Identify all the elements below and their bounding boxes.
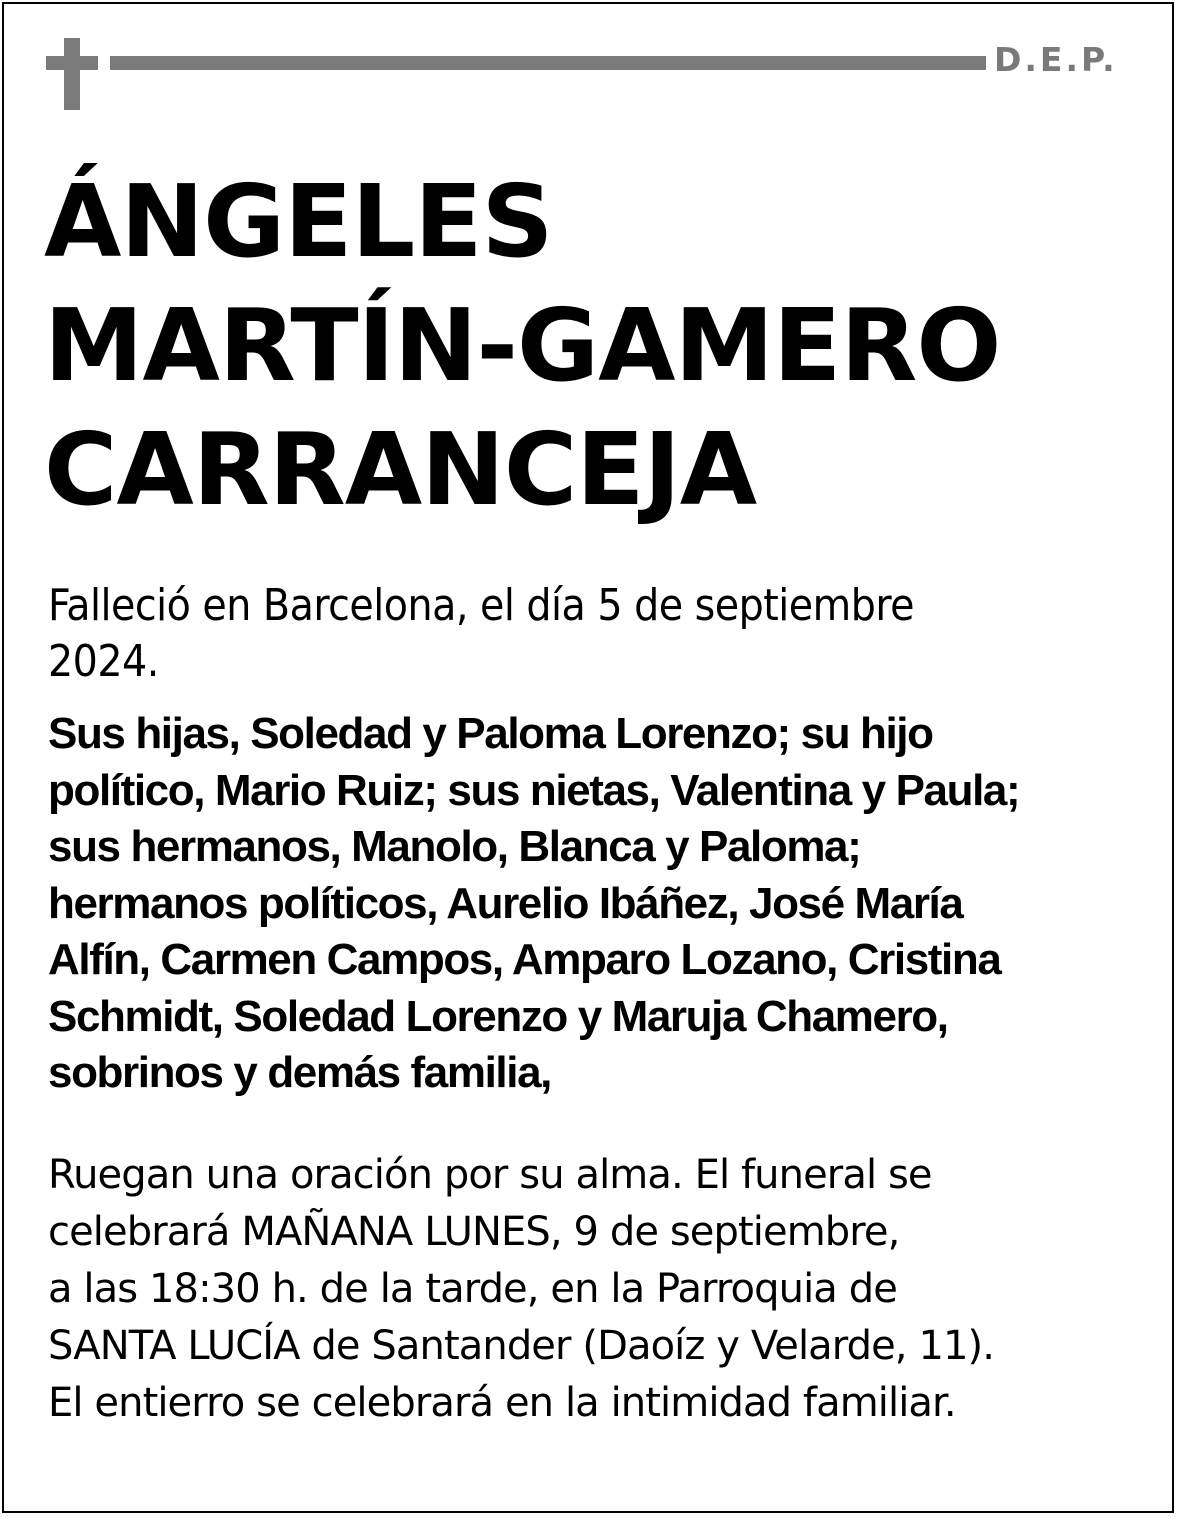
death-line: Falleció en Barcelona, el día 5 de septiembre xyxy=(48,580,915,631)
family-list xyxy=(48,706,1148,1102)
funeral-line: SANTA LUCÍA de Santander (Daoíz y Velarde, 11). xyxy=(48,1323,995,1369)
dep-label: D.E.P. xyxy=(994,40,1118,79)
funeral-line: El entierro se celebrará en la intimidad familiar. xyxy=(48,1380,956,1426)
funeral-details xyxy=(48,1147,1148,1432)
deceased-name xyxy=(44,160,1154,532)
family-line: hermanos políticos, Aurelio Ibáñez, José María xyxy=(48,878,963,928)
funeral-line: a las 18:30 h. de la tarde, en la Parroquia de xyxy=(48,1266,897,1312)
family-line: sobrinos y demás familia, xyxy=(48,1048,551,1097)
name-line-3: CARRANCEJA xyxy=(44,411,757,528)
name-line-2: MARTÍN-GAMERO xyxy=(44,287,1001,404)
family-line: sus hermanos, Manolo, Blanca y Paloma; xyxy=(48,822,861,871)
name-line-1: ÁNGELES xyxy=(44,163,553,280)
funeral-line: celebrará MAÑANA LUNES, 9 de septiembre, xyxy=(48,1209,900,1255)
family-line: Sus hijas, Soledad y Paloma Lorenzo; su hijo xyxy=(48,709,933,758)
cross-icon xyxy=(46,38,98,110)
family-line: político, Mario Ruiz; sus nietas, Valentina y Paula; xyxy=(48,765,1020,815)
death-line: 2024. xyxy=(48,636,159,687)
death-announcement xyxy=(48,578,1148,690)
family-line: Alfín, Carmen Campos, Amparo Lozano, Cristina xyxy=(48,935,1001,984)
funeral-line: Ruegan una oración por su alma. El funeral se xyxy=(48,1152,932,1198)
header-rule xyxy=(110,56,986,70)
family-line: Schmidt, Soledad Lorenzo y Maruja Chamero, xyxy=(48,991,948,1041)
